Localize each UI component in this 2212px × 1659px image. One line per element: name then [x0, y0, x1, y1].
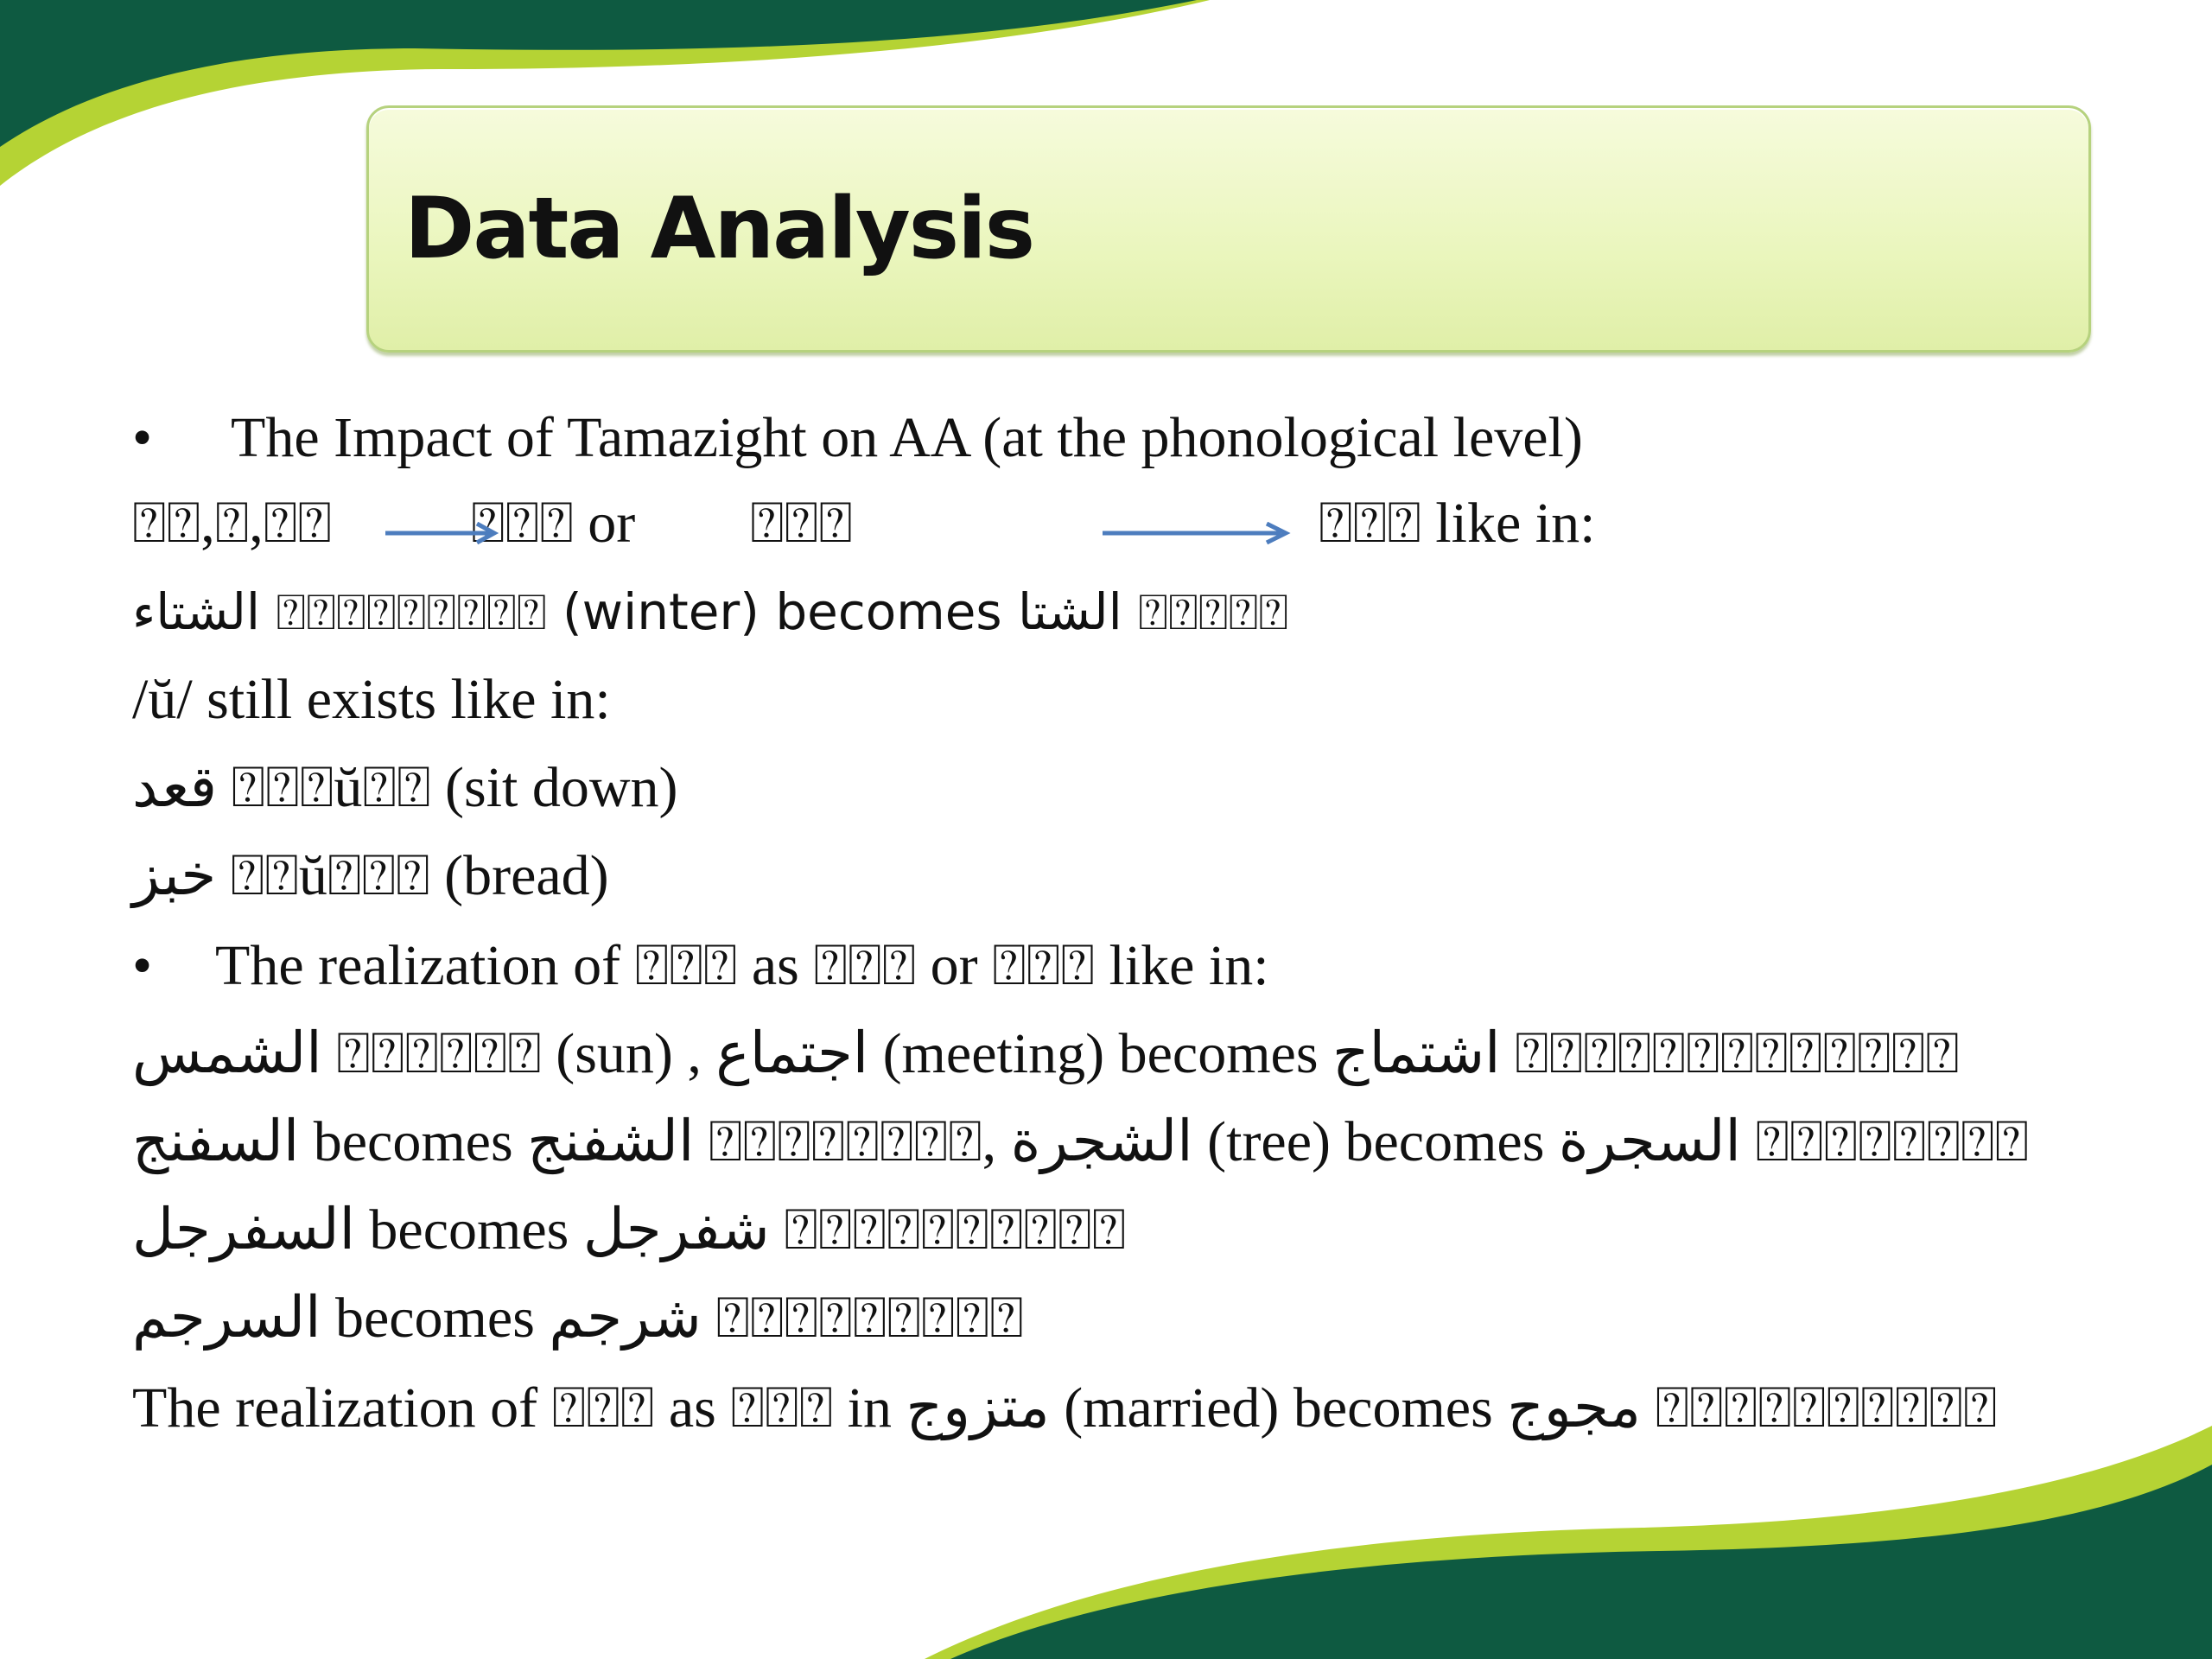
- line-11: السرجم becomes شرجم ⍰⍰⍰⍰⍰⍰⍰⍰⍰: [132, 1287, 1024, 1350]
- line-4: /ŭ/ still exists like in:: [132, 668, 611, 731]
- slide-title: Data Analysis: [404, 180, 1034, 278]
- right-arrow-icon: [1101, 522, 1293, 544]
- line-2-right: ⍰⍰⍰ like in:: [1319, 492, 1596, 555]
- line-3: الشتاء ⍰⍰⍰⍰⍰⍰⍰⍰⍰ (winter) becomes الشتا ⍰⍰⍰⍰⍰: [132, 582, 1289, 641]
- line-8: الشمس ⍰⍰⍰⍰⍰⍰ (sun) , اجتماع (meeting) becomes اشتماج ⍰⍰⍰⍰⍰⍰⍰⍰⍰⍰⍰⍰⍰: [132, 1022, 1960, 1085]
- line-6: خبز ⍰⍰ŭ⍰⍰⍰ (bread): [132, 844, 609, 907]
- line-2-mid2: ⍰⍰⍰: [750, 492, 853, 555]
- line-9: السفنج becomes الشفنج ⍰⍰⍰⍰⍰⍰⍰⍰, الشجرة (tree) becomes السجرة ⍰⍰⍰⍰⍰⍰⍰⍰: [132, 1110, 2030, 1173]
- bullet-dot: •: [132, 406, 153, 469]
- bullet-line-1: [132, 395, 1860, 481]
- right-arrow-icon: [384, 522, 505, 544]
- bullet-dot: •: [132, 934, 153, 997]
- bullet-line-2: [132, 923, 1860, 1009]
- line-text: The realization of ⍰⍰⍰ as ⍰⍰⍰ or ⍰⍰⍰ like in:: [215, 934, 1269, 997]
- line-2-mid: ⍰⍰⍰ or: [471, 492, 636, 555]
- line-text: The Impact of Tamazight on AA (at the phonological level): [231, 406, 1583, 469]
- line-2-left: ⍰⍰,⍰,⍰⍰: [132, 492, 332, 555]
- line-10: السفرجل becomes شفرجل ⍰⍰⍰⍰⍰⍰⍰⍰⍰⍰: [132, 1198, 1127, 1262]
- line-12: The realization of ⍰⍰⍰ as ⍰⍰⍰ in متزوج (married) becomes مجوج ⍰⍰⍰⍰⍰⍰⍰⍰⍰⍰: [132, 1376, 1998, 1440]
- line-5: قعد ⍰⍰⍰ŭ⍰⍰ (sit down): [132, 756, 678, 819]
